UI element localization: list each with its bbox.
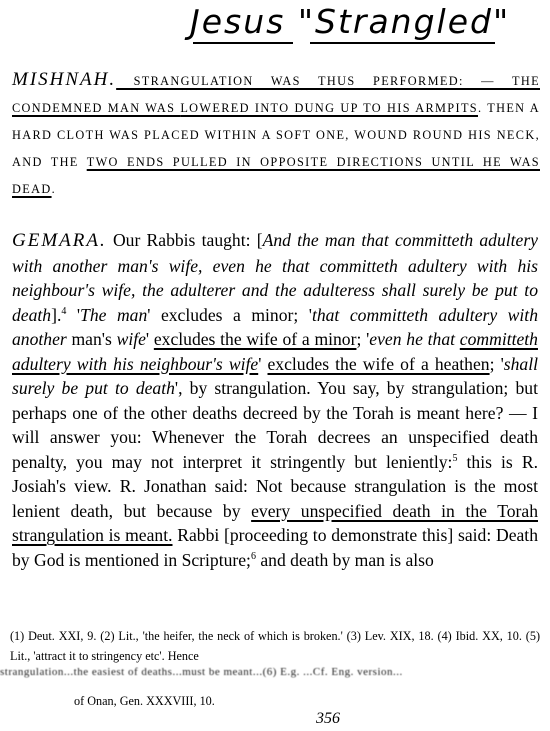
- page-number: 356: [316, 710, 340, 727]
- title-underline: [193, 42, 293, 44]
- mishnah-text-underlined: TWO ENDS PULLED IN OPPOSITE DIRECTIONS UNTIL HE WAS DEAD: [12, 155, 540, 196]
- title-underline: [310, 42, 495, 44]
- footnote-ref: 4: [61, 305, 67, 317]
- gemara-quote: that committeth adultery with another: [12, 304, 538, 349]
- footnotes: (1) Deut. XXI, 9. (2) Lit., 'the heifer, the neck of which is broken.' (3) Lev. XIX, 18. (4) Ibid. XX, 10. (5) Lit., 'attract it to stringency etc'. Hence: [10, 629, 540, 663]
- mishnah-label: MISHNAH.: [12, 69, 117, 90]
- footnote-garbled-line: strangulation...the easiest of deaths...must be meant...(6) E.g. ...Cf. Eng. version...: [0, 666, 403, 678]
- gemara-text: ': [145, 329, 154, 349]
- gemara-quote: shall surely be put to death: [12, 353, 538, 398]
- gemara-text: ; ': [356, 329, 370, 349]
- gemara-text: Our Rabbis taught: [: [106, 230, 263, 250]
- mishnah-text: . THEN A HARD CLOTH WAS PLACED WITHIN A SOFT ONE, WOUND ROUND HIS NECK, AND THE: [12, 101, 540, 169]
- gemara-text: ', by strangulation. You say, by strangulation; but perhaps one of the other deaths decreed by the Torah is meant here? — I will answer you: Whenever the Torah decrees an unspecified death penalty, you may not interpret it stringently but leniently:: [12, 378, 538, 472]
- gemara-label: GEMARA.: [12, 230, 107, 251]
- gemara-text: Rabbi [proceeding to demonstrate this] said: Death by God is mentioned in Scripture;: [12, 525, 538, 570]
- gemara-quote: even he that: [369, 329, 460, 349]
- gemara-text-underlined: excludes the wife of a heathen: [267, 353, 490, 374]
- footnote-ref: 5: [452, 452, 458, 464]
- gemara-text: ' excludes a minor; ': [147, 304, 312, 325]
- gemara-text-underlined: every unspecified death in the Torah strangulation is meant.: [12, 500, 538, 545]
- gemara-text-underlined: excludes the wife of a minor: [153, 329, 357, 349]
- gemara-quote: And the man that committeth adultery with another man's wife, even he that committeth adultery with his neighbour's wife, the adulterer and the adulteress shall surely be put to death: [12, 230, 538, 325]
- mishnah-paragraph: [12, 66, 540, 203]
- gemara-quote: wife: [116, 329, 146, 349]
- mishnah-text: STRANGULATION WAS THUS PERFORMED: — THE CONDEMNED MAN WAS: [12, 74, 540, 115]
- mishnah-text: .: [51, 182, 56, 196]
- gemara-text: man's: [66, 329, 117, 349]
- gemara-quote-underlined: committeth adultery with his neighbour's wife: [12, 329, 538, 374]
- page-title: Jesus "Strangled": [190, 2, 511, 41]
- gemara-text: and death by man is also: [255, 549, 434, 570]
- mishnah-text-underlined: LOWERED INTO DUNG UP TO HIS ARMPITS: [180, 101, 478, 115]
- footnote-ref: 6: [250, 550, 256, 562]
- gemara-text: this is R. Josiah's view. R. Jonathan said: Not because strangulation is the most lenient death, but because by: [12, 451, 538, 521]
- gemara-paragraph: [12, 228, 538, 572]
- gemara-text: ': [66, 304, 81, 325]
- gemara-text: ': [258, 353, 268, 374]
- gemara-text: ; ': [489, 353, 504, 374]
- gemara-text: ].: [51, 304, 62, 325]
- gemara-quote: The man: [80, 304, 148, 325]
- footnote-last-line: of Onan, Gen. XXXVIII, 10.: [74, 694, 215, 708]
